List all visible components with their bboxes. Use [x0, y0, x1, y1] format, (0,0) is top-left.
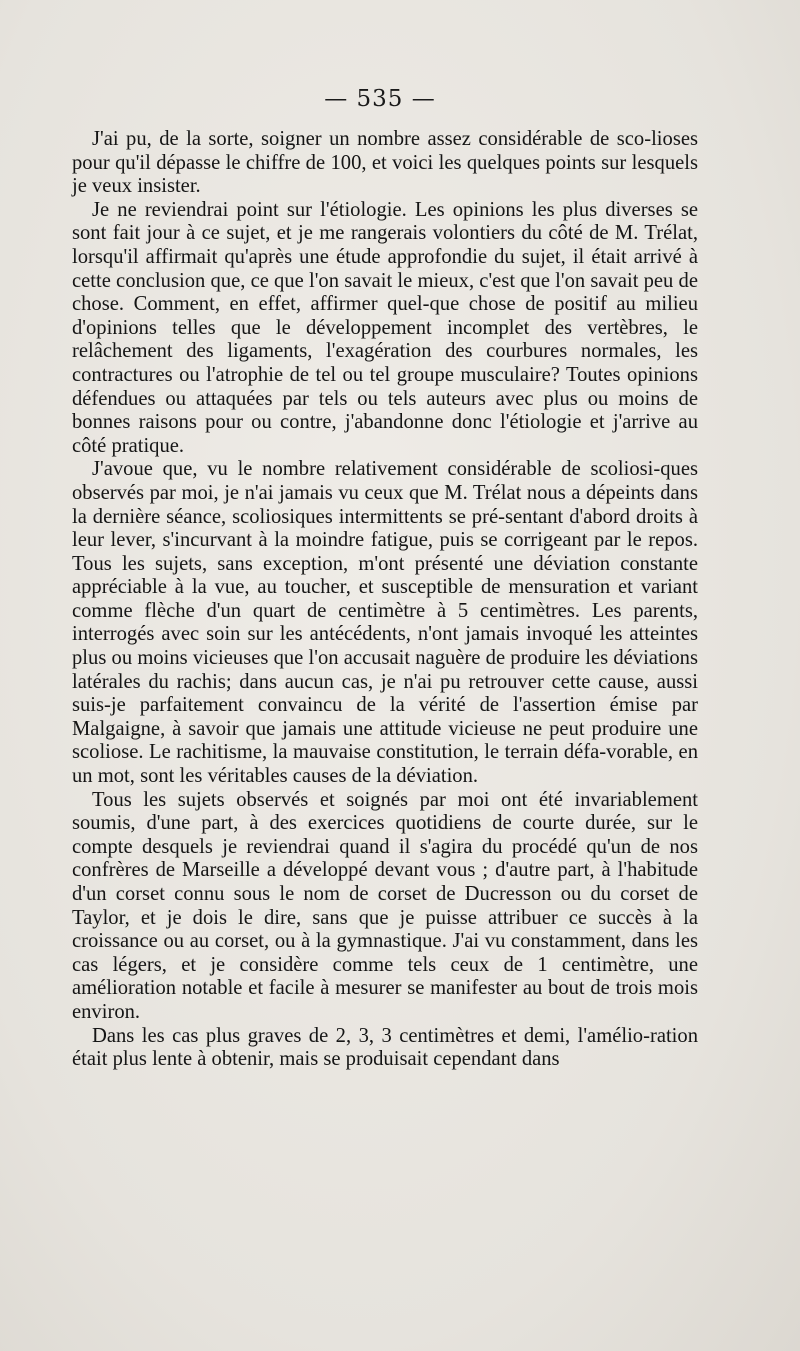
paragraph-4: Tous les sujets observés et soignés par moi ont été invariablement soumis, d'une part, à des exercices quotidiens de courte durée, sur le compte desquels je reviendrai quand il s'agira du procédé qu'un de nos confrères de Marseille a développé devant vous ; d'autre part, à l'habitude d'un corset connu sous le nom de corset de Ducresson ou du corset de Taylor, et je dois le dire, sans que je puisse attribuer ce succès à la croissance ou au corset, ou à la gymnastique. J'ai vu constamment, dans les cas légers, et je considère comme tels ceux de 1 centimètre, une amélioration notable et facile à mesurer se manifester au bout de trois mois environ. [72, 788, 698, 1023]
page-number: — 535 — [324, 86, 436, 112]
body-text [72, 128, 698, 1072]
paragraph-5: Dans les cas plus graves de 2, 3, 3 centimètres et demi, l'amélio-ration était plus lente à obtenir, mais se produisait cependant dans [72, 1024, 698, 1071]
paragraph-3: J'avoue que, vu le nombre relativement considérable de scoliosi-ques observés par moi, je n'ai jamais vu ceux que M. Trélat nous a dépeints dans la dernière séance, scoliosiques intermittents se pré-sentant d'abord droits à leur lever, s'incurvant à la moindre fatigue, puis se corrigeant par le repos. Tous les sujets, sans exception, m'ont présenté une déviation constante appréciable à la vue, au toucher, et susceptible de mensuration et variant comme flèche d'un quart de centimètre à 5 centimètres. Les parents, interrogés avec soin sur les antécédents, n'ont jamais invoqué les atteintes plus ou moins vicieuses que l'on accusait naguère de produire les déviations latérales du rachis; dans aucun cas, je n'ai pu retrouver cette cause, aussi suis-je parfaitement convaincu de la vérité de l'assertion émise par Malgaigne, à savoir que jamais une attitude vicieuse ne peut produire une scoliose. Le rachitisme, la mauvaise constitution, le terrain défa-vorable, en un mot, sont les véritables causes de la déviation. [72, 458, 698, 788]
paragraph-1: J'ai pu, de la sorte, soigner un nombre assez considérable de sco-lioses pour qu'il dépasse le chiffre de 100, et voici les quelques points sur lesquels je veux insister. [72, 128, 698, 198]
paragraph-2: Je ne reviendrai point sur l'étiologie. Les opinions les plus diverses se sont fait jour à ce sujet, et je me rangerais volontiers du côté de M. Trélat, lorsqu'il affirmait qu'après une étude approfondie du sujet, il était arrivé à cette conclusion que, ce que l'on savait le mieux, c'est que l'on savait peu de chose. Comment, en effet, affirmer quel-que chose de positif au milieu d'opinions telles que le développement incomplet des vertèbres, le relâchement des ligaments, l'exagération des courbures normales, les contractures ou l'atrophie de tel ou tel groupe musculaire? Toutes opinions défendues ou attaquées par tels ou tels auteurs avec plus ou moins de bonnes raisons pour ou contre, j'abandonne donc l'étiologie et j'arrive au côté pratique. [72, 198, 698, 457]
